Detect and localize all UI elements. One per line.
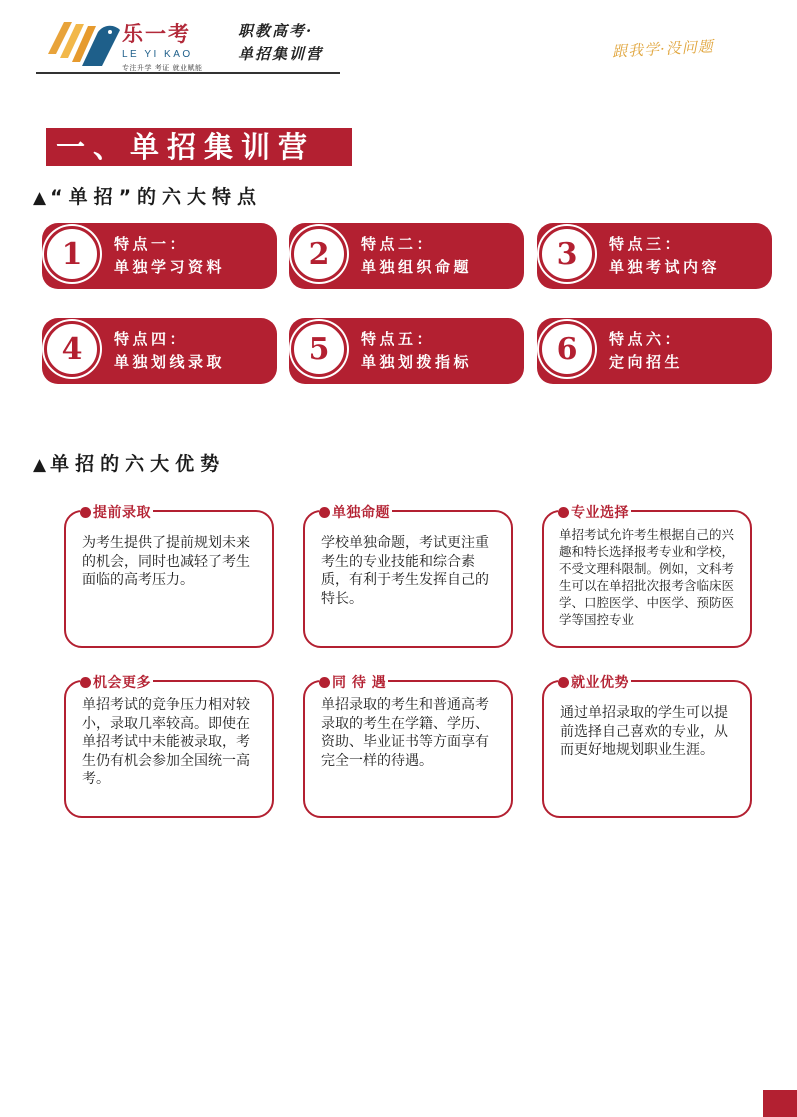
bullet-dot-icon: [80, 677, 91, 688]
bullet-dot-icon: [558, 507, 569, 518]
feature-pill-1: [42, 223, 277, 289]
advantage-label: 专业选择: [571, 505, 629, 521]
feature-number: 5: [291, 321, 347, 377]
feature-desc: 单独学习资料: [114, 258, 226, 276]
advantage-tag: [558, 502, 631, 522]
feature-title: 特点六：: [609, 330, 684, 348]
advantage-text: 单招考试的竞争压力相对较小，录取几率较高。即使在单招考试中未能被录取，考生仍有机会参加全国统一高考。: [82, 697, 250, 787]
feature-title: 特点二：: [361, 235, 436, 253]
advantage-text: 通过单招录取的学生可以提前选择自己喜欢的专业，从而更好地规划职业生涯。: [560, 705, 728, 758]
advantage-text: 为考生提供了提前规划未来的机会，同时也减轻了考生面临的高考压力。: [82, 535, 250, 588]
slogan-line2: 单招集训营: [238, 45, 324, 63]
feature-title: 特点三：: [609, 235, 684, 253]
advantage-label: 同 待 遇: [332, 675, 387, 691]
feature-pill-3: [537, 223, 772, 289]
feature-desc: 单独划拨指标: [361, 353, 473, 371]
feature-number: 2: [291, 226, 347, 282]
feature-text: [114, 328, 225, 374]
feature-text: [609, 328, 683, 374]
bullet-dot-icon: [558, 677, 569, 688]
feature-text: [361, 328, 472, 374]
bullet-dot-icon: [80, 507, 91, 518]
header-slogan: [238, 20, 323, 66]
bullet-dot-icon: [319, 507, 330, 518]
advantage-card-3: [542, 505, 752, 648]
logo-cn: 乐一考: [122, 21, 191, 46]
tagline: 跟我学·没问题: [611, 37, 715, 61]
advantage-label: 单独命题: [332, 505, 390, 521]
feature-desc: 单独组织命题: [361, 258, 473, 276]
feature-number: 3: [539, 226, 595, 282]
advantage-label: 提前录取: [93, 505, 151, 521]
advantage-tag: [558, 672, 631, 692]
feature-desc: 单独划线录取: [114, 353, 226, 371]
feature-text: [609, 233, 720, 279]
logo-wordmark: [122, 18, 202, 73]
book-logo-icon: [42, 14, 122, 70]
feature-title: 特点一：: [114, 235, 189, 253]
feature-number: 4: [44, 321, 100, 377]
feature-pill-4: [42, 318, 277, 384]
advantage-text: 单招考试允许考生根据自己的兴趣和特长选择报考专业和学校，不受文理科限制。例如，文科考生可以在单招批次报考含临床医学、口腔医学、中医学、预防医学等国控专业: [559, 527, 735, 627]
feature-pill-2: [289, 223, 524, 289]
advantages-heading: [33, 449, 225, 476]
advantage-tag: [319, 672, 388, 692]
features-heading: [33, 182, 262, 209]
advantage-card-4: [64, 675, 274, 818]
bullet-dot-icon: [319, 677, 330, 688]
feature-desc: 定向招生: [609, 353, 684, 371]
section-title: 一、单招集训营: [46, 128, 352, 166]
feature-text: [114, 233, 225, 279]
feature-pill-6: [537, 318, 772, 384]
feature-pill-5: [289, 318, 524, 384]
advantage-tag: [80, 672, 153, 692]
advantage-tag: [80, 502, 153, 522]
advantage-text: 单招录取的考生和普通高考录取的考生在学籍、学历、资助、毕业证书等方面享有完全一样的待遇。: [321, 697, 489, 769]
header-divider: [36, 72, 340, 74]
feature-desc: 单独考试内容: [609, 258, 721, 276]
advantage-card-5: [303, 675, 513, 818]
slogan-line1: 职教高考·: [238, 22, 314, 40]
feature-text: [361, 233, 472, 279]
advantage-label: 就业优势: [571, 675, 629, 691]
advantage-label: 机会更多: [93, 675, 151, 691]
feature-number: 1: [44, 226, 100, 282]
advantage-card-1: [64, 505, 274, 648]
page-corner-mark: [763, 1090, 797, 1117]
features-heading-text: “单招”的六大特点: [50, 186, 263, 208]
feature-title: 特点四：: [114, 330, 189, 348]
triangle-icon: ▲: [33, 455, 47, 475]
advantage-card-6: [542, 675, 752, 818]
advantage-tag: [319, 502, 392, 522]
advantage-card-2: [303, 505, 513, 648]
feature-number: 6: [539, 321, 595, 377]
feature-title: 特点五：: [361, 330, 436, 348]
triangle-icon: ▲: [33, 188, 47, 208]
logo-en: LE YI KAO: [122, 49, 193, 60]
logo-sub: 专注升学 考证 就业赋能: [122, 64, 203, 72]
advantage-text: 学校单独命题，考试更注重考生的专业技能和综合素质，有利于考生发挥自己的特长。: [321, 535, 489, 607]
advantages-heading-text: 单招的六大优势: [50, 453, 226, 475]
